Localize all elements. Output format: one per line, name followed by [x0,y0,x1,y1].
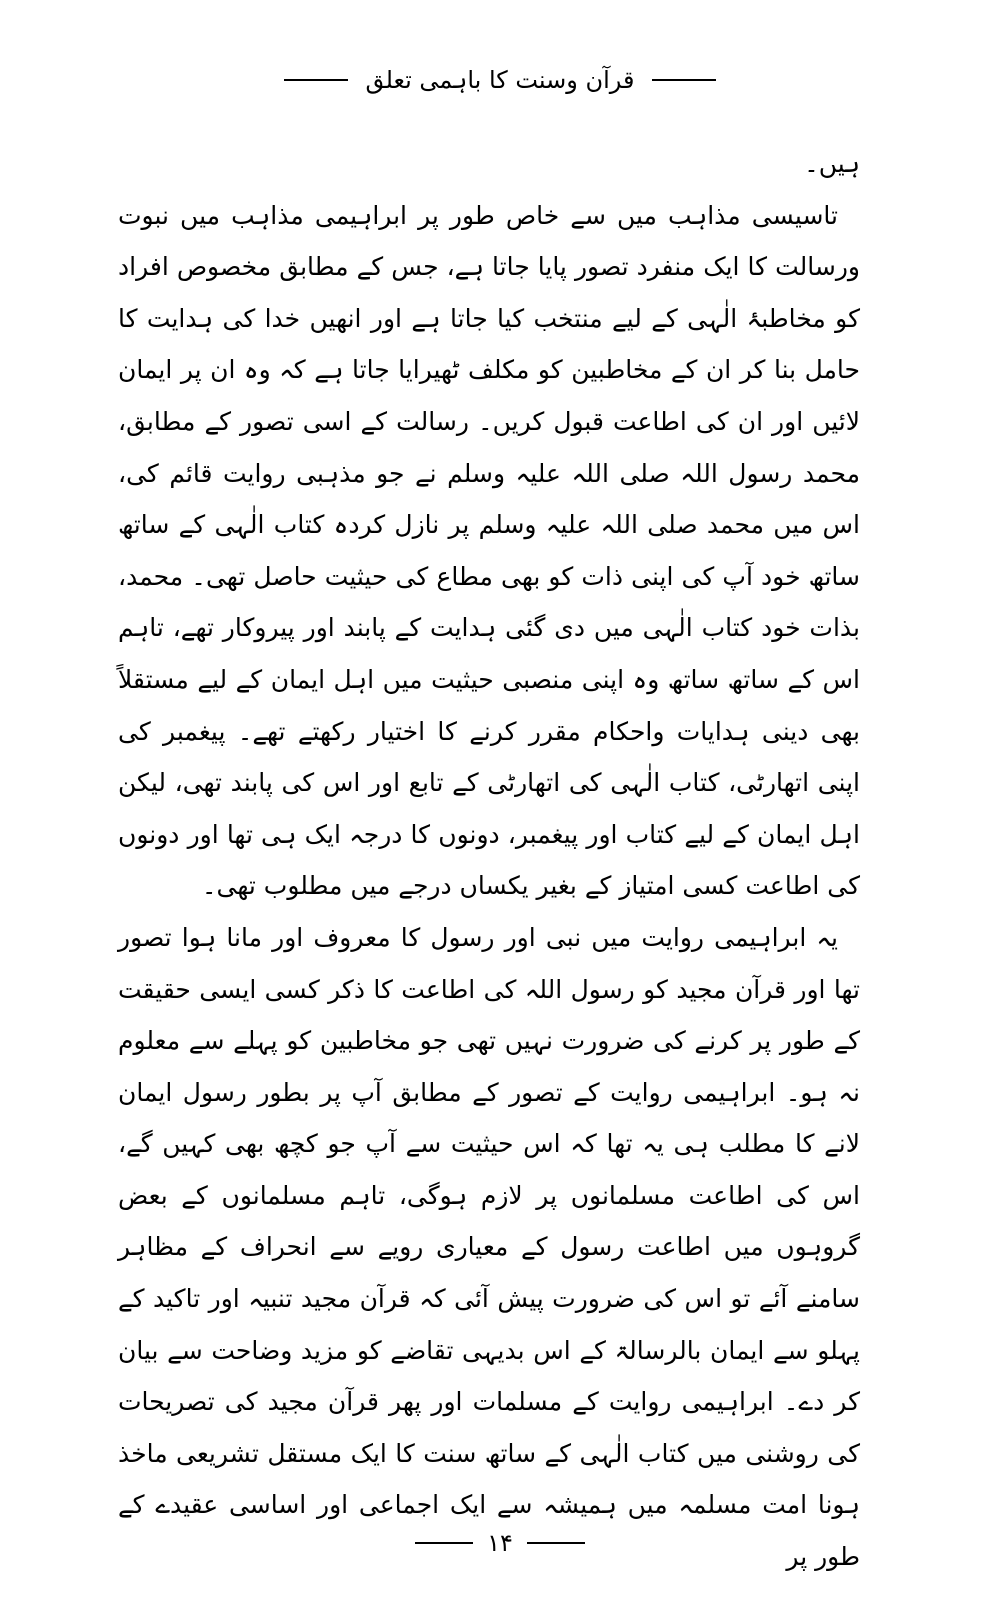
running-header [0,68,1000,92]
page-footer [0,1531,1000,1555]
paragraph-continuation: ہیں۔ [804,149,860,178]
header-rule-right [652,79,716,81]
page-number: ۱۴ [487,1529,513,1557]
footer-rule-left [415,1542,473,1544]
paragraph-abrahamic-tradition: یہ ابراہیمی روایت میں نبی اور رسول کا معروف اور مانا ہوا تصور تھا اور قرآن مجید کو رسول اللہ کی اطاعت کا ذکر کسی ایسی حقیقت کے طور پر کرنے کی ضرورت نہیں تھی جو مخاطبین کو پہلے سے معلوم نہ ہو۔ ابراہیمی روایت کے تصور کے مطابق آپ پر بطور رسول ایمان لانے کا مطلب ہی یہ تھا کہ اس حیثیت سے آپ جو کچھ بھی کہیں گے، اس کی اطاعت مسلمانوں پر لازم ہوگی، تاہم مسلمانوں کے بعض گروہوں میں اطاعت رسول کے معیاری رویے سے انحراف کے مظاہر سامنے آئے تو اس کی ضرورت پیش آئی کہ قرآن مجید تنبیہ اور تاکید کے پہلو سے ایمان بالرسالۃ کے اس بدیہی تقاضے کو مزید وضاحت سے بیان کر دے۔ ابراہیمی روایت کے مسلمات اور پھر قرآن مجید کی تصریحات کی روشنی میں کتاب الٰہی کے ساتھ سنت کا ایک مستقل تشریعی ماخذ ہونا امت مسلمہ میں ہمیشہ سے ایک اجماعی اور اساسی عقیدے کے طور پر [118,922,860,1572]
running-header-title: قرآن وسنت کا باہمی تعلق [365,66,635,94]
footer-rule-right [527,1542,585,1544]
paragraph-prophethood: تاسیسی مذاہب میں سے خاص طور پر ابراہیمی مذاہب میں نبوت ورسالت کا ایک منفرد تصور پایا جاتا ہے، جس کے مطابق مخصوص افراد کو مخاطبۂ الٰہی کے لیے منتخب کیا جاتا ہے اور انھیں خدا کی ہدایت کا حامل بنا کر ان کے مخاطبین کو مکلف ٹھیرایا جاتا ہے کہ وہ ان پر ایمان لائیں اور ان کی اطاعت قبول کریں۔ رسالت کے اسی تصور کے مطابق، محمد رسول اللہ صلی اللہ علیہ وسلم نے جو مذہبی روایت قائم کی، اس میں محمد صلی اللہ علیہ وسلم پر نازل کردہ کتاب الٰہی کے ساتھ ساتھ خود آپ کی اپنی ذات کو بھی مطاع کی حیثیت حاصل تھی۔ محمد، بذات خود کتاب الٰہی میں دی گئی ہدایت کے پابند اور پیروکار تھے، تاہم اس کے ساتھ ساتھ وہ اپنی منصبی حیثیت میں اہل ایمان کے لیے مستقلاً بھی دینی ہدایات واحکام مقرر کرنے کا اختیار رکھتے تھے۔ پیغمبر کی اپنی اتھارٹی، کتاب الٰہی کی اتھارٹی کے تابع اور اس کی پابند تھی، لیکن اہل ایمان کے لیے کتاب اور پیغمبر، دونوں کا درجہ ایک ہی تھا اور دونوں کی اطاعت کسی امتیاز کے بغیر یکساں درجے میں مطلوب تھی۔ [118,200,860,901]
header-rule-left [284,79,348,81]
